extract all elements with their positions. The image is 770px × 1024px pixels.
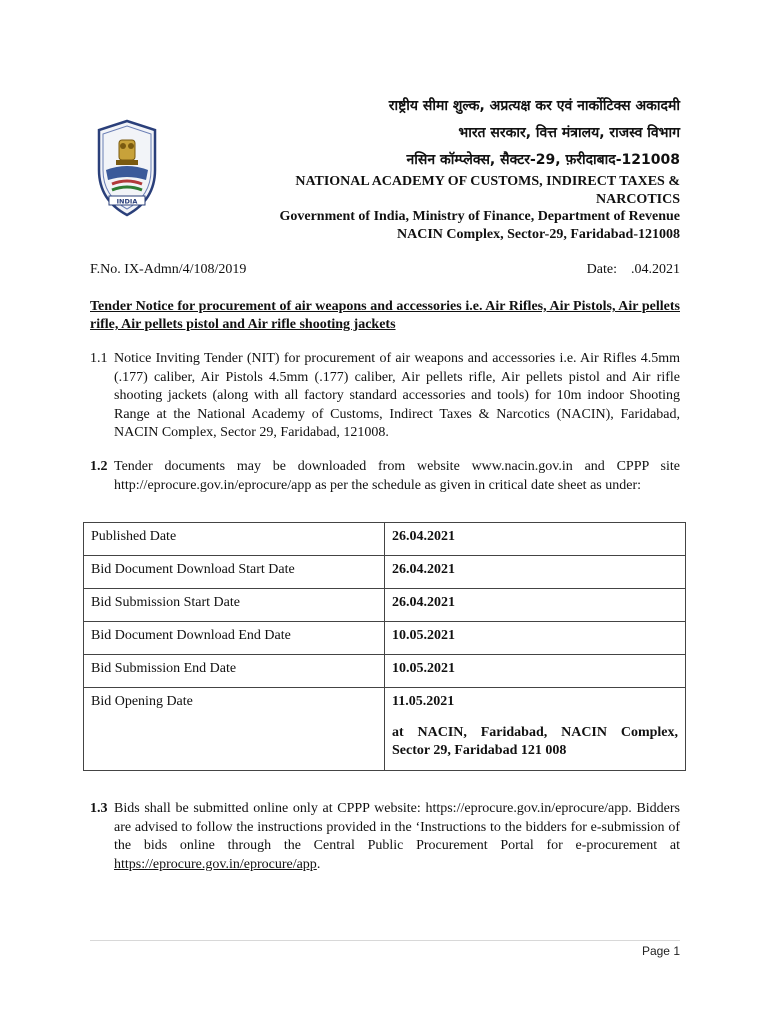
- schedule-value: 10.05.2021: [385, 655, 686, 688]
- header-english-line-3: Government of India, Ministry of Finance, Department of Revenue: [279, 209, 680, 224]
- paragraph-number: 1.1: [90, 351, 108, 366]
- paragraph-text: Tender documents may be downloaded from website www.nacin.gov.in and CPPP site http://eprocure.gov.in/eprocure/app as per the schedule as given in critical date sheet as under:: [114, 459, 680, 493]
- file-number: F.No. IX-Admn/4/108/2019: [90, 262, 247, 277]
- paragraph-1-2: [90, 458, 680, 495]
- header-english-line-2: NARCOTICS: [595, 192, 680, 207]
- schedule-label: Bid Submission End Date: [84, 655, 385, 688]
- bid-opening-venue: at NACIN, Faridabad, NACIN Complex, Sector 29, Faridabad 121 008: [392, 725, 678, 758]
- footer-divider: [90, 940, 680, 941]
- header-hindi-line-2: भारत सरकार, वित्त मंत्रालय, राजस्व विभाग: [458, 125, 680, 141]
- table-row: [84, 688, 686, 771]
- header-hindi-line-1: राष्ट्रीय सीमा शुल्क, अप्रत्यक्ष कर एवं नार्कोटिक्स अकादमी: [388, 98, 680, 114]
- paragraph-1-3: [90, 800, 680, 874]
- paragraph-1-1: [90, 350, 680, 443]
- schedule-label: Published Date: [84, 523, 385, 556]
- critical-dates-table: [83, 522, 686, 771]
- paragraph-tail: .: [316, 856, 321, 872]
- nacin-emblem-logo: [92, 118, 162, 218]
- schedule-value: 11.05.2021: [392, 694, 455, 709]
- paragraph-text: Bids shall be submitted online only at CPPP website: https://eprocure.gov.in/eprocure/app. Bidders are advised to follow the instructions provided in the ‘Instructions to the bidders for e-submission of the bids online through the Central Public Procurement Portal for e-procurement at: [114, 801, 680, 853]
- schedule-value: 26.04.2021: [385, 589, 686, 622]
- document-date: Date: .04.2021: [586, 262, 680, 277]
- paragraph-number: 1.2: [90, 459, 108, 474]
- table-row: [84, 655, 686, 688]
- paragraph-text: Notice Inviting Tender (NIT) for procurement of air weapons and accessories i.e. Air Rifles 4.5mm (.177) caliber, Air Pistols 4.5mm (.177) caliber, Air pellets rifle, Air pellets pistol and Air rifle shooting jackets (along with all factory standard accessories and tools) for 10m indoor Shooting Range at the National Academy of Customs, Indirect Taxes & Narcotics (NACIN), Faridabad, NACIN Complex, Sector 29, Faridabad, 121008.: [114, 351, 680, 440]
- paragraph-text-wrapper: [90, 800, 680, 874]
- table-row: [84, 589, 686, 622]
- table-row: [84, 556, 686, 589]
- header-english-line-4: NACIN Complex, Sector-29, Faridabad-121008: [397, 227, 680, 242]
- schedule-value-cell: [385, 688, 686, 771]
- tender-subject: Tender Notice for procurement of air weapons and accessories i.e. Air Rifles, Air Pistols, Air pellets rifle, Air pellets pistol and Air rifle shooting jackets: [90, 299, 680, 332]
- schedule-label: Bid Document Download End Date: [84, 622, 385, 655]
- schedule-label: Bid Submission Start Date: [84, 589, 385, 622]
- emblem-text: INDIA: [116, 197, 138, 206]
- table-row: [84, 523, 686, 556]
- page-number: Page 1: [641, 944, 680, 958]
- schedule-value: 26.04.2021: [385, 523, 686, 556]
- table-row: [84, 622, 686, 655]
- paragraph-number: 1.3: [90, 801, 108, 816]
- header-hindi-line-3: नसिन कॉम्प्लेक्स, सैक्टर-29, फ़रीदाबाद-121008: [406, 152, 680, 168]
- schedule-label: Bid Document Download Start Date: [84, 556, 385, 589]
- header-english-line-1: NATIONAL ACADEMY OF CUSTOMS, INDIRECT TAXES &: [295, 174, 680, 189]
- eprocure-link[interactable]: https://eprocure.gov.in/eprocure/app: [114, 856, 317, 872]
- schedule-label: Bid Opening Date: [84, 688, 385, 771]
- schedule-value: 10.05.2021: [385, 622, 686, 655]
- schedule-value: 26.04.2021: [385, 556, 686, 589]
